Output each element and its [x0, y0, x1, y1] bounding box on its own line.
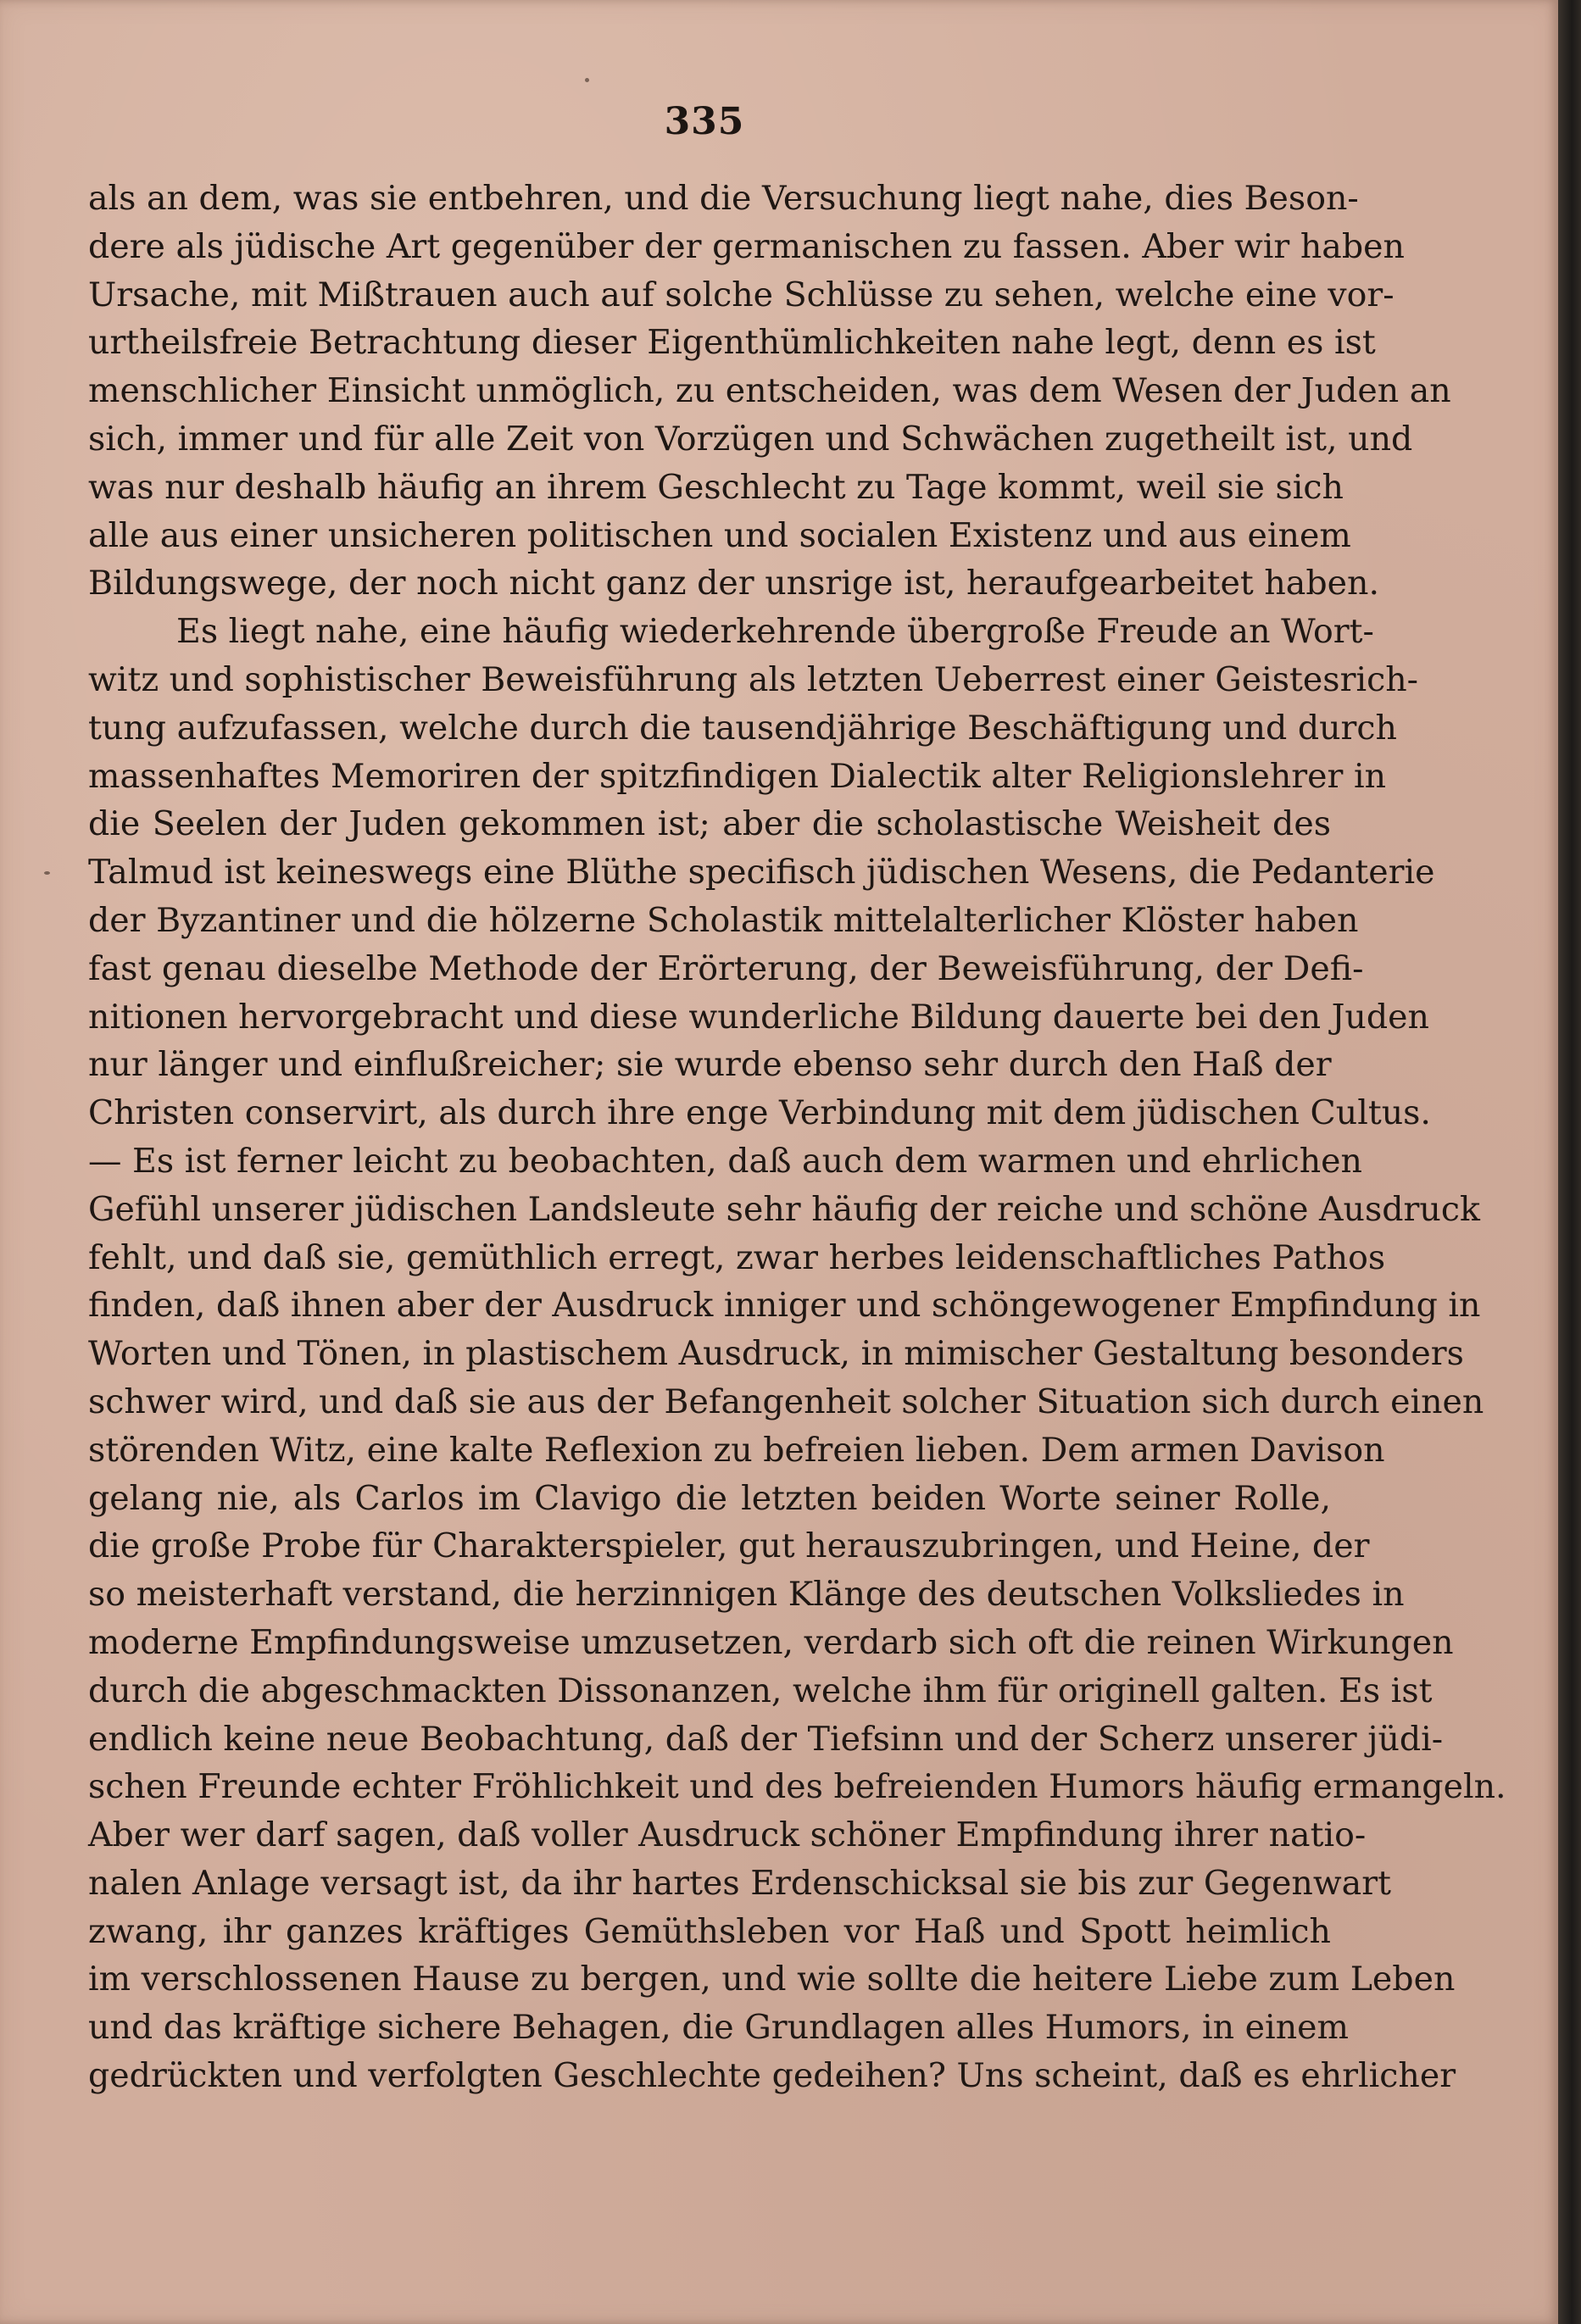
text-line: störenden Witz, eine kalte Reflexion zu befreien lieben. Dem armen Davison	[88, 1430, 1385, 1470]
text-line: Es liegt nahe, eine häufig wiederkehrende übergroße Freude an Wort-	[176, 612, 1374, 652]
text-line: gedrückten und verfolgten Geschlechte gedeihen? Uns scheint, daß es ehrlicher	[88, 2056, 1456, 2096]
text-line: im verschlossenen Hause zu bergen, und wie sollte die heitere Liebe zum Leben	[88, 1960, 1456, 1999]
text-line: Gefühl unserer jüdischen Landsleute sehr häufig der reiche und schöne Ausdruck	[88, 1189, 1480, 1229]
text-line: die Seelen der Juden gekommen ist; aber die scholastische Weisheit des	[88, 804, 1331, 844]
body-text	[88, 175, 1506, 2100]
text-line: moderne Empfindungsweise umzusetzen, verdarb sich oft die reinen Wirkungen	[88, 1622, 1454, 1662]
text-line: Bildungswege, der noch nicht ganz der unsrige ist, heraufgearbeitet haben.	[88, 564, 1380, 603]
text-line: finden, daß ihnen aber der Ausdruck inniger und schöngewogener Empfindung in	[88, 1286, 1481, 1326]
text-line: so meisterhaft verstand, die herzinnigen Klänge des deutschen Volksliedes in	[88, 1575, 1405, 1615]
text-line: endlich keine neue Beobachtung, daß der Tiefsinn und der Scherz unserer jüdi-	[88, 1719, 1444, 1759]
book-edge	[1558, 0, 1581, 2324]
text-line: Christen conservirt, als durch ihre enge Verbindung mit dem jüdischen Cultus.	[88, 1093, 1431, 1133]
paper-speck	[44, 871, 50, 875]
text-line: als an dem, was sie entbehren, und die Versuchung liegt nahe, dies Beson-	[88, 179, 1359, 218]
text-line: fast genau dieselbe Methode der Erörterung, der Beweisführung, der Defi-	[88, 948, 1364, 988]
text-line: fehlt, und daß sie, gemüthlich erregt, zwar herbes leidenschaftliches Pathos	[88, 1237, 1386, 1277]
text-line: massenhaftes Memoriren der spitzfindigen Dialectik alter Religionslehrer in	[88, 756, 1387, 796]
text-line: sich, immer und für alle Zeit von Vorzügen und Schwächen zugetheilt ist, und	[88, 419, 1413, 459]
text-line: der Byzantiner und die hölzerne Scholastik mittelalterlicher Klöster haben	[88, 900, 1359, 940]
text-line: Talmud ist keineswegs eine Blüthe specifisch jüdischen Wesens, die Pedanterie	[88, 853, 1435, 892]
text-line: durch die abgeschmackten Dissonanzen, welche ihm für originell galten. Es ist	[88, 1671, 1433, 1710]
text-line: dere als jüdische Art gegenüber der germanischen zu fassen. Aber wir haben	[88, 226, 1405, 266]
text-line: was nur deshalb häufig an ihrem Geschlecht zu Tage kommt, weil sie sich	[88, 467, 1344, 507]
text-line: gelang nie, als Carlos im Clavigo die letzten beiden Worte seiner Rolle,	[88, 1478, 1331, 1518]
page-number: 335	[664, 100, 745, 143]
text-line: alle aus einer unsicheren politischen und socialen Existenz und aus einem	[88, 515, 1351, 555]
paper-speck	[585, 78, 589, 82]
text-line: Worten und Tönen, in plastischem Ausdruck, in mimischer Gestaltung besonders	[88, 1334, 1464, 1374]
text-line: die große Probe für Charakterspieler, gut herauszubringen, und Heine, der	[88, 1526, 1370, 1566]
text-line: — Es ist ferner leicht zu beobachten, daß auch dem warmen und ehrlichen	[88, 1141, 1362, 1181]
text-line: Ursache, mit Mißtrauen auch auf solche Schlüsse zu sehen, welche eine vor-	[88, 275, 1395, 314]
text-line: tung aufzufassen, welche durch die tausendjährige Beschäftigung und durch	[88, 708, 1397, 748]
text-line: schwer wird, und daß sie aus der Befangenheit solcher Situation sich durch einen	[88, 1382, 1484, 1421]
text-line: und das kräftige sichere Behagen, die Grundlagen alles Humors, in einem	[88, 2008, 1349, 2048]
text-line: Aber wer darf sagen, daß voller Ausdruck schöner Empfindung ihrer natio-	[88, 1815, 1367, 1855]
text-line: urtheilsfreie Betrachtung dieser Eigenthümlichkeiten nahe legt, denn es ist	[88, 323, 1376, 363]
text-line: zwang, ihr ganzes kräftiges Gemüthsleben vor Haß und Spott heimlich	[88, 1911, 1331, 1951]
text-line: nur länger und einflußreicher; sie wurde ebenso sehr durch den Haß der	[88, 1045, 1332, 1085]
text-line: nitionen hervorgebracht und diese wunderliche Bildung dauerte bei den Juden	[88, 997, 1429, 1037]
text-line: menschlicher Einsicht unmöglich, zu entscheiden, was dem Wesen der Juden an	[88, 371, 1451, 411]
text-line: nalen Anlage versagt ist, da ihr hartes Erdenschicksal sie bis zur Gegenwart	[88, 1863, 1391, 1903]
text-line: witz und sophistischer Beweisführung als letzten Ueberrest einer Geistesrich-	[88, 659, 1418, 699]
text-line: schen Freunde echter Fröhlichkeit und des befreienden Humors häufig ermangeln.	[88, 1767, 1506, 1807]
